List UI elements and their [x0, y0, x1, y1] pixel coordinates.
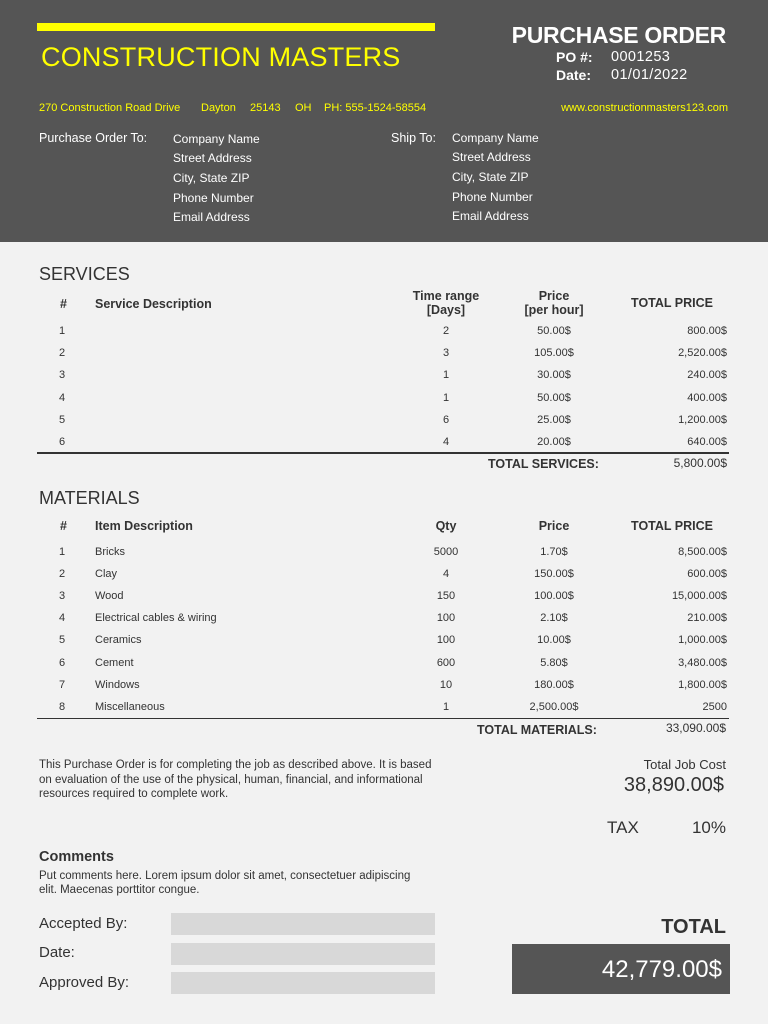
materials-col-qty: Qty [435, 519, 457, 533]
company-city: Dayton [201, 102, 236, 114]
services-cell-total: 400.00$ [687, 391, 727, 404]
services-col-time-line1: Time range [412, 289, 480, 303]
materials-col-desc: Item Description [95, 519, 193, 533]
materials-cell-total: 3,480.00$ [678, 656, 727, 669]
services-col-desc: Service Description [95, 297, 212, 311]
materials-col-price: Price [538, 519, 570, 533]
company-website: www.constructionmasters123.com [561, 102, 728, 114]
services-cell-days: 3 [442, 347, 450, 360]
approved-by-field[interactable] [171, 972, 435, 994]
date-value: 01/01/2022 [611, 67, 688, 83]
header-band [0, 0, 768, 242]
services-cell-price: 50.00$ [537, 325, 571, 337]
company-zip: 25143 [250, 102, 281, 114]
ship-to-label: Ship To: [391, 131, 436, 145]
materials-cell-qty: 10 [439, 678, 453, 691]
services-cell-days: 1 [442, 369, 450, 382]
company-address: 270 Construction Road Drive [39, 102, 181, 114]
comments-text: Put comments here. Lorem ipsum dolor sit amet, consectetuer adipiscing elit. Maecenas porttitor congue. [39, 870, 411, 896]
tax-label: TAX [607, 818, 639, 837]
materials-cell-total: 600.00$ [687, 568, 727, 581]
services-total-value: 5,800.00$ [673, 456, 727, 470]
services-total-label: TOTAL SERVICES: [488, 457, 599, 471]
services-cell-total: 800.00$ [687, 325, 727, 337]
services-cell-days: 4 [442, 436, 450, 448]
materials-cell-price: 2.10$ [540, 612, 568, 625]
materials-cell-desc: Ceramics [95, 634, 142, 647]
services-cell-num: 2 [59, 347, 66, 360]
job-cost-label: Total Job Cost [643, 757, 726, 772]
materials-cell-price: 10.00$ [537, 634, 571, 647]
tax-value: 10% [691, 818, 726, 837]
materials-cell-qty: 4 [442, 568, 450, 581]
materials-cell-num: 7 [59, 678, 66, 691]
services-cell-num: 3 [59, 369, 66, 382]
materials-col-num: # [60, 519, 67, 533]
ship-to-company: Company Name [452, 131, 539, 145]
approved-by-label: Approved By: [39, 974, 130, 991]
materials-title: MATERIALS [39, 488, 140, 508]
services-col-total: TOTAL PRICE [631, 296, 713, 310]
services-cell-total: 2,520.00$ [678, 347, 727, 360]
services-cell-price: 30.00$ [537, 369, 571, 382]
po-to-phone: Phone Number [173, 191, 254, 205]
po-to-street: Street Address [173, 151, 252, 165]
services-cell-days: 6 [442, 413, 450, 426]
materials-cell-total: 210.00$ [687, 612, 727, 625]
po-number-value: 0001253 [611, 49, 671, 65]
accepted-by-label: Accepted By: [39, 915, 128, 932]
services-cell-days: 1 [442, 391, 450, 404]
document-title: PURCHASE ORDER [511, 22, 726, 48]
materials-cell-qty: 1 [442, 700, 450, 713]
services-cell-price: 25.00$ [537, 413, 571, 426]
accepted-by-field[interactable] [171, 913, 435, 935]
materials-cell-num: 8 [59, 700, 66, 713]
po-to-email: Email Address [173, 210, 250, 224]
materials-cell-price: 100.00$ [534, 590, 574, 603]
materials-cell-num: 3 [59, 590, 66, 603]
services-cell-total: 640.00$ [687, 436, 727, 448]
materials-cell-total: 2500 [702, 700, 727, 713]
materials-cell-price: 5.80$ [540, 656, 568, 669]
accent-bar [37, 23, 435, 31]
company-phone: PH: 555-1524-58554 [324, 102, 427, 114]
materials-cell-qty: 100 [436, 612, 456, 625]
po-to-city: City, State ZIP [173, 171, 250, 185]
services-cell-price: 105.00$ [534, 347, 574, 360]
materials-total-value: 33,090.00$ [665, 721, 726, 735]
materials-cell-desc: Cement [95, 656, 134, 669]
services-col-price-line2: [per hour] [524, 303, 584, 317]
services-cell-price: 20.00$ [537, 436, 571, 448]
services-cell-total: 240.00$ [687, 369, 727, 382]
services-col-time-line2: [Days] [426, 303, 466, 317]
materials-cell-desc: Wood [95, 590, 124, 603]
ship-to-email: Email Address [452, 209, 529, 223]
po-number-label: PO #: [556, 49, 593, 65]
materials-divider [37, 718, 729, 719]
services-title: SERVICES [39, 264, 130, 284]
materials-cell-num: 4 [59, 612, 66, 625]
services-col-num: # [60, 297, 67, 311]
materials-cell-qty: 150 [436, 590, 456, 603]
materials-cell-num: 6 [59, 656, 66, 669]
services-cell-total: 1,200.00$ [678, 413, 727, 426]
services-cell-days: 2 [442, 325, 450, 337]
po-to-company: Company Name [173, 132, 260, 146]
order-description: This Purchase Order is for completing the job as described above. It is based on evaluation of the use of the physical, human, financial, and informational resources required to complete work. [39, 759, 432, 800]
grand-total-box [512, 944, 730, 994]
materials-cell-num: 2 [59, 568, 66, 581]
materials-cell-desc: Bricks [95, 546, 125, 558]
ship-to-street: Street Address [452, 150, 531, 164]
services-col-time [396, 289, 496, 317]
materials-cell-total: 1,000.00$ [678, 634, 727, 647]
materials-cell-desc: Miscellaneous [95, 700, 165, 713]
materials-cell-price: 180.00$ [534, 678, 574, 691]
materials-cell-qty: 5000 [433, 546, 459, 558]
date-label: Date: [556, 67, 592, 83]
materials-cell-num: 1 [59, 546, 66, 558]
company-name: CONSTRUCTION MASTERS [41, 42, 401, 72]
services-cell-num: 5 [59, 413, 66, 426]
materials-cell-price: 150.00$ [534, 568, 574, 581]
materials-cell-qty: 600 [436, 656, 456, 669]
signature-date-label: Date: [39, 944, 75, 961]
company-state: OH [295, 102, 312, 114]
signature-date-field[interactable] [171, 943, 435, 965]
po-to-label: Purchase Order To: [39, 131, 148, 145]
ship-to-city: City, State ZIP [452, 170, 529, 184]
materials-col-total: TOTAL PRICE [631, 519, 713, 533]
services-col-price-line1: Price [538, 289, 570, 303]
materials-total-label: TOTAL MATERIALS: [477, 723, 597, 737]
services-divider [37, 452, 729, 454]
materials-cell-desc: Clay [95, 568, 118, 581]
services-cell-price: 50.00$ [537, 391, 571, 404]
job-cost-value: 38,890.00$ [623, 774, 724, 796]
grand-total-value: 42,779.00$ [601, 956, 722, 983]
services-cell-num: 4 [59, 391, 66, 404]
comments-title: Comments [39, 849, 114, 865]
materials-cell-qty: 100 [436, 634, 456, 647]
grand-total-label: TOTAL [661, 916, 726, 938]
materials-cell-total: 15,000.00$ [671, 590, 727, 603]
materials-cell-num: 5 [59, 634, 66, 647]
materials-cell-price: 2,500.00$ [529, 700, 579, 713]
services-col-price [504, 289, 604, 317]
ship-to-phone: Phone Number [452, 190, 533, 204]
materials-cell-total: 1,800.00$ [678, 678, 727, 691]
materials-cell-price: 1.70$ [540, 546, 568, 558]
materials-cell-total: 8,500.00$ [678, 546, 727, 558]
materials-cell-desc: Windows [95, 678, 140, 691]
services-cell-num: 6 [59, 436, 66, 448]
services-cell-num: 1 [59, 325, 66, 337]
materials-cell-desc: Electrical cables & wiring [95, 612, 217, 625]
